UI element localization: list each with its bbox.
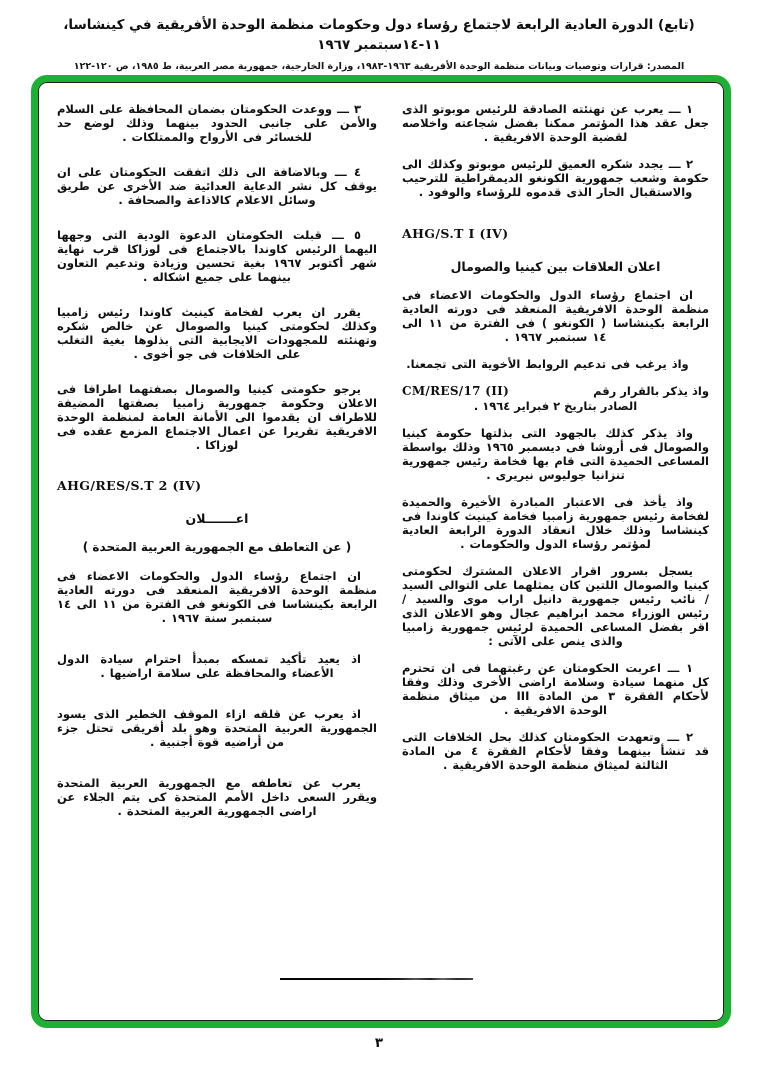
section-heading-declaration: اعـــــــلان bbox=[185, 511, 249, 526]
paragraph-meeting: ان اجتماع رؤساء الدول والحكومات الاعضاء فى منظمة الوحدة الافريقية المنعقد فى دورته العادية الرابعة بكينشاسا ( الكونغو ) فى الفترة من ١١ الى ١٤ سبتمبر ١٩٦٧ . bbox=[402, 288, 709, 344]
resolution-date-text: الصادر بتاريخ ٢ فبراير ١٩٦٤ . bbox=[473, 399, 638, 413]
paragraph-bonds: واذ يرغب فى تدعيم الروابط الأخوية التى تجمعنا. bbox=[406, 357, 689, 371]
column-right bbox=[402, 102, 709, 785]
paragraph-item1: ١ ـــ اعربت الحكومتان عن رغبتهما فى ان تحترم كل منهما سيادة وسلامة اراضى الأخرى وذلك وفقا لأحكام الفقرة ٣ من المادة III من ميثاق منظمة الوحدة الافريقية . bbox=[402, 661, 709, 717]
reference-label-ahg-res-st2: AHG/RES/S.T 2 (IV) bbox=[57, 478, 202, 493]
paragraph-resolution-reference bbox=[402, 384, 709, 413]
paragraph-item5: ٥ ـــ قبلت الحكومتان الدعوة الودية التى وجهها اليهما الرئيس كاوندا بالاجتماع فى لوزاكا قرب نهاية شهر أكتوبر ١٩٦٧ بغية تحسين وزيادة وتدعيم التعاون بينهما على جميع اشكاله . bbox=[57, 228, 377, 284]
paragraph-item2: ٢ ـــ وتعهدت الحكومتان كذلك بحل الخلافات التى قد تنشأ بينهما وفقا لأحكام الفقرة ٤ من المادة الثالثة لميثاق منظمة الوحدة الافريقية . bbox=[402, 730, 709, 772]
paragraph-item3: ٣ ـــ ووعدت الحكومتان بضمان المحافظة على السلام والأمن على جانبى الحدود بينهما وذلك لوضع حد للخسائر فى الأرواح والممتلكات . bbox=[57, 102, 377, 144]
paragraph-decides: يقرر ان يعرب لفخامة كينيث كاوندا رئيس زامبيا وكذلك لحكومتى كينيا والصومال عن خالص شكره وتهنئته للمجهودات الايجابية التى بذلوها بغية التغلب على الخلافات فى جو أخوى . bbox=[57, 305, 377, 361]
column-left bbox=[57, 102, 377, 839]
page-number: ٣ bbox=[374, 1035, 384, 1051]
section-subheading-uar-sympathy: ( عن التعاطف مع الجمهورية العربية المتحدة ) bbox=[82, 540, 352, 554]
paragraph-thanks: ٢ ـــ يجدد شكره العميق للرئيس موبوتو وكذلك الى حكومة وشعب جمهورية الكونغو الديمقراطية للترحيب والاستقبال الحار الذى قدموه للرؤساء والوفود . bbox=[402, 157, 709, 199]
document-frame bbox=[31, 75, 731, 1028]
page-header-source: المصدر: قرارات وتوصيات وبيانات منظمة الوحدة الأفريقية ١٩٦٣-١٩٨٣، وزارة الخارجية، جمهورية مصر العربية، ط ١٩٨٥، ص ١٢٠-١٢٢ bbox=[73, 60, 685, 72]
resolution-code: CM/RES/17 (II) bbox=[402, 384, 510, 398]
paragraph-concern: اذ يعرب عن قلقه ازاء الموقف الخطير الذى يسود الجمهورية العربية المتحدة وهو بلد أفريقى تحتل جزء من أراضيه قوة أجنبية . bbox=[57, 707, 377, 749]
resolution-intro-text: واذ يذكر بالقرار رقم bbox=[593, 384, 709, 398]
page-header-title: (تابع) الدورة العادية الرابعة لاجتماع رؤساء دول وحكومات منظمة الوحدة الأفريقية في كينشاسا، ١١-١٤سبتمبر ١٩٦٧ bbox=[63, 17, 695, 54]
paragraph-initiative: واذ يأخذ فى الاعتبار المبادرة الأخيرة والحميدة لفخامة رئيس جمهورية زامبيا فخامة كينيث كاوندا فى كينشاسا وذلك خلال انعقاد الدورة الرابعة العادية لمؤتمر رؤساء الدول والحكومات . bbox=[402, 495, 709, 551]
paragraph-declaration: يسجل بسرور اقرار الاعلان المشترك لحكومتى كينيا والصومال اللتين كان يمثلهما على التوالى السيد / نائب رئيس جمهورية دانيل اراب موى والسيد / رئيس الوزراء محمد ابراهيم عجال وهو الاعلان الذى اقر بفضل المساعى الحميدة لرئيس جمهورية زامبيا والذى ينص على الآتى : bbox=[402, 564, 709, 648]
paragraph-congrats: ١ ـــ يعرب عن تهنئته الصادقة للرئيس موبوتو الذى جعل عقد هذا المؤتمر ممكنا بفضل شجاعته واخلاصه لقضية الوحدة الافريقية . bbox=[402, 102, 709, 144]
paragraph-requests: يرجو حكومتى كينيا والصومال بصفتهما اطرافا فى الاعلان وحكومة جمهورية زامبيا بصفتها المضيفة للاطراف ان يقدموا الى الأمانة العامة لمنظمة الوحدة الافريقية تقريرا عن اعمال الاجتماع المزمع عقده فى لوزاكا . bbox=[57, 382, 377, 452]
footnote-rule bbox=[280, 978, 473, 980]
section-heading-kenya-somalia: اعلان العلاقات بين كينيا والصومال bbox=[450, 259, 661, 274]
reference-label-ahg-st1: AHG/S.T I (IV) bbox=[402, 226, 509, 241]
paragraph-efforts: واذ يذكر كذلك بالجهود التى بذلتها حكومة كينيا والصومال فى أروشا فى ديسمبر ١٩٦٥ وذلك بواسطة المساعى الحميدة التى قام بها فخامة رئيس جمهورية تنزانيا جوليوس نيريرى . bbox=[402, 426, 709, 482]
page-header bbox=[26, 15, 732, 72]
paragraph-reaffirm: اذ يعيد تأكيد تمسكه بمبدأ احترام سيادة الدول الأعضاء والمحافظة على سلامة اراضيها . bbox=[57, 652, 361, 680]
paragraph-sympathy: يعرب عن تعاطفه مع الجمهورية العربية المتحدة ويقرر السعى داخل الأمم المتحدة كى يتم الجلاء عن اراضى الجمهورية العربية المتحدة . bbox=[57, 776, 377, 818]
paragraph-meeting-left: ان اجتماع رؤساء الدول والحكومات الاعضاء فى منظمة الوحدة الافريقية المنعقد فى دورته العادية الرابعة بكينشاسا فى الكونغو فى الفترة من ١١ الى ١٤ سبتمبر سنة ١٩٦٧ . bbox=[57, 569, 378, 625]
paragraph-item4: ٤ ـــ وبالاضافة الى ذلك اتفقت الحكومتان على ان يوقف كل نشر الدعاية العدائية ضد الأخرى عن طريق وسائل الاعلام كالاذاعة والصحافة . bbox=[57, 165, 377, 207]
